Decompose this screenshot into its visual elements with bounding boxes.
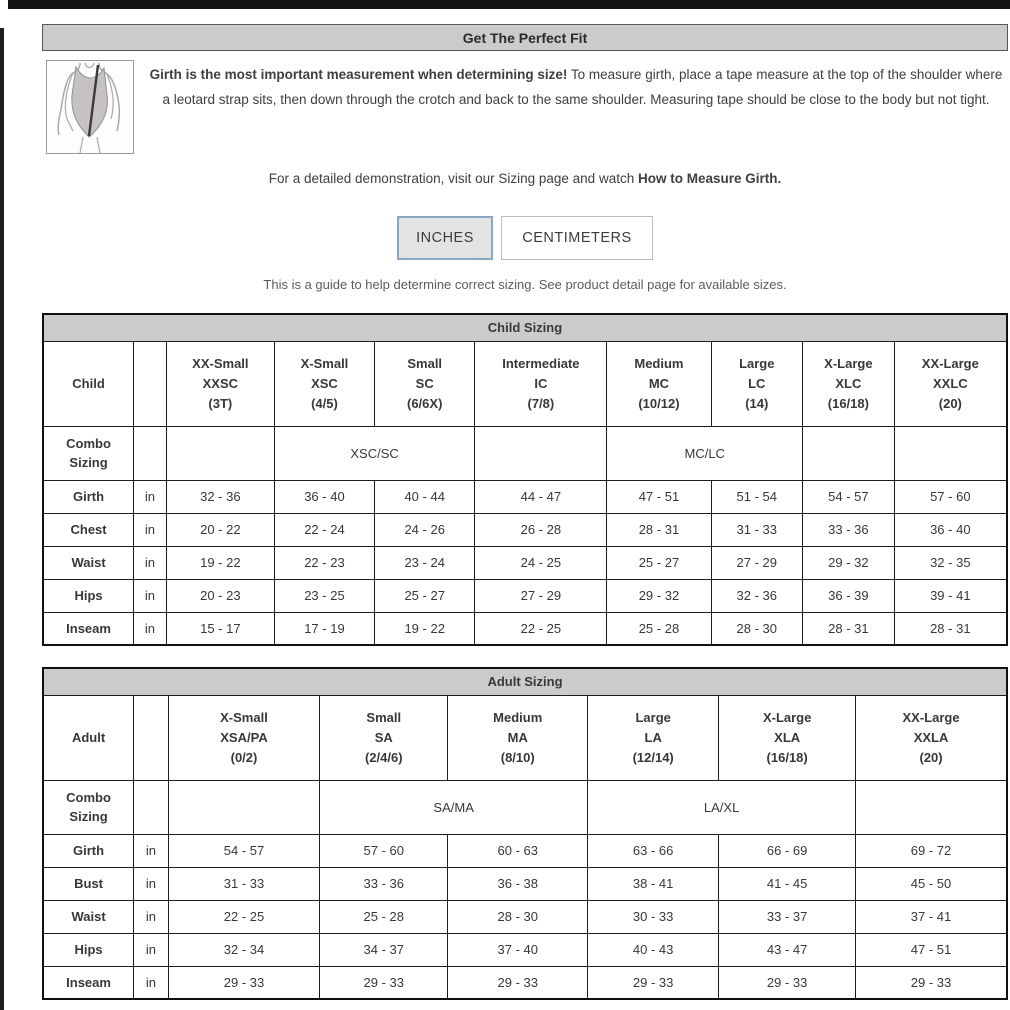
unit-cell: in	[134, 834, 169, 867]
child-table-title: Child Sizing	[43, 314, 1007, 341]
column-header: XX-Large XXLA (20)	[856, 695, 1007, 780]
size-cell: 23 - 24	[375, 546, 475, 579]
row-label: Girth	[43, 480, 134, 513]
size-cell: 27 - 29	[475, 579, 607, 612]
girth-instructions-bold: Girth is the most important measurement when determining size!	[149, 67, 568, 82]
demo-line	[42, 171, 1008, 186]
size-cell: 38 - 41	[588, 867, 719, 900]
size-cell: 34 - 37	[320, 933, 448, 966]
column-header-row	[43, 695, 1007, 780]
unit-cell: in	[134, 480, 167, 513]
size-cell: 25 - 27	[607, 546, 711, 579]
combo-span-cell: XSC/SC	[274, 426, 475, 480]
combo-sizing-row	[43, 780, 1007, 834]
size-cell: 40 - 44	[375, 480, 475, 513]
size-cell: 36 - 39	[803, 579, 895, 612]
column-header: X-Large XLA (16/18)	[719, 695, 856, 780]
column-header: X-Small XSC (4/5)	[274, 341, 374, 426]
column-header: X-Large XLC (16/18)	[803, 341, 895, 426]
column-header: Medium MA (8/10)	[448, 695, 588, 780]
size-cell: 54 - 57	[803, 480, 895, 513]
leotard-diagram-icon	[47, 61, 133, 153]
size-cell: 51 - 54	[711, 480, 803, 513]
size-cell: 60 - 63	[448, 834, 588, 867]
size-cell: 28 - 31	[894, 612, 1007, 645]
size-cell: 63 - 66	[588, 834, 719, 867]
size-cell: 25 - 28	[320, 900, 448, 933]
table-row-inseam	[43, 966, 1007, 999]
size-cell: 28 - 30	[448, 900, 588, 933]
size-cell: 19 - 22	[375, 612, 475, 645]
demo-line-text: For a detailed demonstration, visit our Sizing page and watch	[268, 171, 638, 186]
table-row-waist	[43, 900, 1007, 933]
size-cell: 47 - 51	[607, 480, 711, 513]
top-border-bar	[8, 0, 1010, 9]
size-cell: 27 - 29	[711, 546, 803, 579]
combo-empty-cell	[168, 780, 319, 834]
size-cell: 24 - 25	[475, 546, 607, 579]
size-cell: 22 - 24	[274, 513, 374, 546]
size-cell: 47 - 51	[856, 933, 1007, 966]
table-row-hips	[43, 933, 1007, 966]
girth-measurement-illustration	[46, 60, 134, 154]
unit-cell: in	[134, 966, 169, 999]
unit-header-cell	[134, 341, 167, 426]
unit-header-cell	[134, 695, 169, 780]
table-title-row	[43, 314, 1007, 341]
inches-button[interactable]: INCHES	[397, 216, 493, 260]
size-cell: 20 - 22	[166, 513, 274, 546]
size-cell: 32 - 34	[168, 933, 319, 966]
unit-cell: in	[134, 933, 169, 966]
size-cell: 19 - 22	[166, 546, 274, 579]
size-cell: 36 - 40	[894, 513, 1007, 546]
size-cell: 33 - 36	[803, 513, 895, 546]
combo-span-cell: LA/XL	[588, 780, 856, 834]
size-cell: 66 - 69	[719, 834, 856, 867]
combo-empty-cell	[803, 426, 895, 480]
adult-sizing-table	[42, 667, 1008, 1000]
size-cell: 40 - 43	[588, 933, 719, 966]
size-cell: 17 - 19	[274, 612, 374, 645]
size-cell: 25 - 28	[607, 612, 711, 645]
corner-label: Child	[43, 341, 134, 426]
combo-empty-cell	[166, 426, 274, 480]
size-cell: 57 - 60	[320, 834, 448, 867]
size-cell: 37 - 41	[856, 900, 1007, 933]
size-cell: 41 - 45	[719, 867, 856, 900]
size-cell: 45 - 50	[856, 867, 1007, 900]
size-cell: 24 - 26	[375, 513, 475, 546]
size-cell: 28 - 30	[711, 612, 803, 645]
centimeters-button[interactable]: CENTIMETERS	[501, 216, 653, 260]
left-border-bar	[0, 28, 4, 1010]
size-cell: 29 - 33	[856, 966, 1007, 999]
table-title-row	[43, 668, 1007, 695]
size-cell: 57 - 60	[894, 480, 1007, 513]
row-label: Waist	[43, 900, 134, 933]
combo-sizing-row	[43, 426, 1007, 480]
size-cell: 15 - 17	[166, 612, 274, 645]
size-cell: 29 - 33	[320, 966, 448, 999]
size-cell: 25 - 27	[375, 579, 475, 612]
size-cell: 28 - 31	[607, 513, 711, 546]
table-row-inseam	[43, 612, 1007, 645]
column-header: X-Small XSA/PA (0/2)	[168, 695, 319, 780]
size-cell: 36 - 40	[274, 480, 374, 513]
combo-row-label: Combo Sizing	[43, 426, 134, 480]
demo-line-bold: How to Measure Girth.	[637, 171, 782, 186]
unit-toggle-group	[42, 216, 1008, 260]
combo-row-label: Combo Sizing	[43, 780, 134, 834]
size-cell: 30 - 33	[588, 900, 719, 933]
table-row-chest	[43, 513, 1007, 546]
size-cell: 26 - 28	[475, 513, 607, 546]
size-cell: 37 - 40	[448, 933, 588, 966]
size-cell: 43 - 47	[719, 933, 856, 966]
column-header: Large LA (12/14)	[588, 695, 719, 780]
row-label: Inseam	[43, 612, 134, 645]
size-cell: 22 - 23	[274, 546, 374, 579]
girth-instructions	[134, 60, 1008, 154]
row-label: Waist	[43, 546, 134, 579]
size-cell: 29 - 33	[448, 966, 588, 999]
row-label: Inseam	[43, 966, 134, 999]
table-row-girth	[43, 480, 1007, 513]
row-label: Hips	[43, 579, 134, 612]
column-header: XX-Large XXLC (20)	[894, 341, 1007, 426]
size-cell: 22 - 25	[475, 612, 607, 645]
page-title-bar	[42, 24, 1008, 51]
unit-cell	[134, 426, 167, 480]
unit-cell	[134, 780, 169, 834]
size-cell: 29 - 33	[168, 966, 319, 999]
size-cell: 29 - 33	[588, 966, 719, 999]
size-cell: 29 - 32	[607, 579, 711, 612]
adult-table-title: Adult Sizing	[43, 668, 1007, 695]
sizing-guide-note: This is a guide to help determine correct sizing. See product detail page for available sizes.	[263, 277, 787, 292]
size-cell: 23 - 25	[274, 579, 374, 612]
table-row-girth	[43, 834, 1007, 867]
column-header: Intermediate IC (7/8)	[475, 341, 607, 426]
size-cell: 33 - 37	[719, 900, 856, 933]
row-label: Bust	[43, 867, 134, 900]
column-header: Small SA (2/4/6)	[320, 695, 448, 780]
column-header: XX-Small XXSC (3T)	[166, 341, 274, 426]
size-cell: 32 - 35	[894, 546, 1007, 579]
unit-cell: in	[134, 867, 169, 900]
size-cell: 29 - 33	[719, 966, 856, 999]
table-row-waist	[43, 546, 1007, 579]
combo-empty-cell	[856, 780, 1007, 834]
size-cell: 44 - 47	[475, 480, 607, 513]
unit-cell: in	[134, 513, 167, 546]
size-cell: 28 - 31	[803, 612, 895, 645]
size-cell: 36 - 38	[448, 867, 588, 900]
corner-label: Adult	[43, 695, 134, 780]
size-cell: 32 - 36	[711, 579, 803, 612]
column-header: Medium MC (10/12)	[607, 341, 711, 426]
page-title: Get The Perfect Fit	[462, 29, 588, 46]
table-row-bust	[43, 867, 1007, 900]
row-label: Chest	[43, 513, 134, 546]
size-cell: 54 - 57	[168, 834, 319, 867]
girth-instructions-rest: To measure girth, place a tape measure at the top of the shoulder where a leotard strap sits, then down through the crotch and back to the same shoulder. Measuring tape should be close to the body but not tight.	[162, 67, 1003, 107]
size-cell: 29 - 32	[803, 546, 895, 579]
row-label: Girth	[43, 834, 134, 867]
column-header-row	[43, 341, 1007, 426]
unit-cell: in	[134, 900, 169, 933]
unit-cell: in	[134, 612, 167, 645]
child-sizing-table	[42, 313, 1008, 646]
size-cell: 32 - 36	[166, 480, 274, 513]
intro-section	[42, 60, 1008, 154]
combo-span-cell: SA/MA	[320, 780, 588, 834]
size-cell: 20 - 23	[166, 579, 274, 612]
size-cell: 69 - 72	[856, 834, 1007, 867]
size-cell: 31 - 33	[711, 513, 803, 546]
row-label: Hips	[43, 933, 134, 966]
size-cell: 31 - 33	[168, 867, 319, 900]
combo-empty-cell	[894, 426, 1007, 480]
sizing-guide-page	[42, 24, 1008, 1000]
combo-empty-cell	[475, 426, 607, 480]
combo-span-cell: MC/LC	[607, 426, 803, 480]
table-row-hips	[43, 579, 1007, 612]
size-cell: 33 - 36	[320, 867, 448, 900]
unit-cell: in	[134, 579, 167, 612]
column-header: Small SC (6/6X)	[375, 341, 475, 426]
column-header: Large LC (14)	[711, 341, 803, 426]
unit-cell: in	[134, 546, 167, 579]
size-cell: 39 - 41	[894, 579, 1007, 612]
size-cell: 22 - 25	[168, 900, 319, 933]
